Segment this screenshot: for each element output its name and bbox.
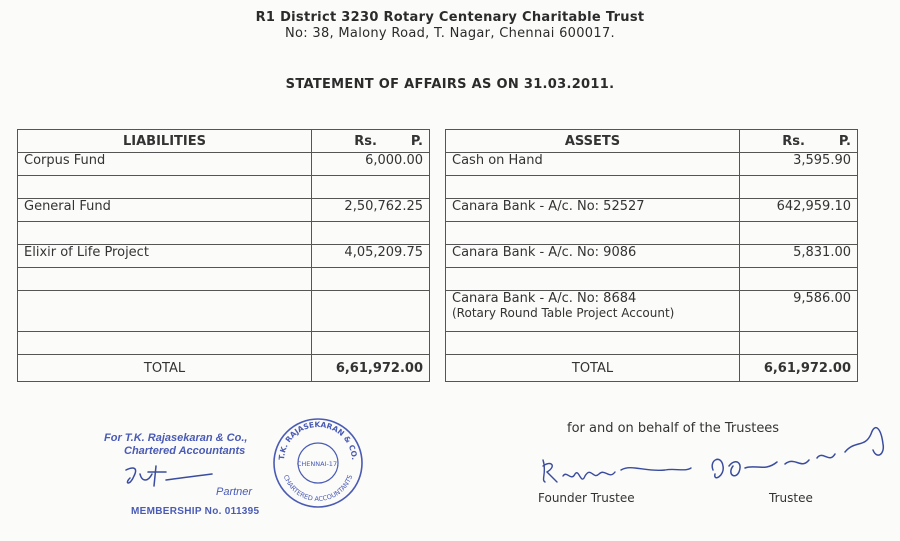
asset-label: Canara Bank - A/c. No: 9086: [446, 245, 740, 268]
liability-amount: 4,05,209.75: [312, 245, 430, 268]
svg-text:T.K. RAJASEKARAN & CO.: T.K. RAJASEKARAN & CO.: [276, 419, 360, 461]
auditor-firm-name: For T.K. Rajasekaran & Co.,: [104, 432, 248, 444]
spacer-row: [446, 332, 858, 355]
liabilities-table: [17, 129, 430, 382]
asset-label: Canara Bank - A/c. No: 52527: [446, 199, 740, 222]
table-row: [446, 291, 858, 332]
behalf-of-trustees-text: for and on behalf of the Trustees: [567, 421, 780, 436]
liabilities-total-amount: 6,61,972.00: [312, 355, 430, 382]
assets-heading: ASSETS: [446, 130, 740, 153]
auditor-block: [104, 432, 247, 458]
asset-amount: 9,586.00: [740, 291, 858, 332]
table-row: [18, 153, 430, 176]
liability-amount: 2,50,762.25: [312, 199, 430, 222]
table-row: [446, 245, 858, 268]
svg-text:CHENNAI-17.: CHENNAI-17.: [296, 460, 340, 468]
spacer-row: [446, 176, 858, 199]
founder-trustee-signature: [535, 452, 695, 488]
spacer-row: [18, 222, 430, 245]
assets-total-amount: 6,61,972.00: [740, 355, 858, 382]
asset-label: Canara Bank - A/c. No: 8684: [452, 291, 637, 306]
assets-total-label: TOTAL: [446, 355, 740, 382]
table-row: [446, 199, 858, 222]
liabilities-heading: LIABILITIES: [18, 130, 312, 153]
trustee-signature: [705, 410, 895, 492]
assets-rs-p-heading: Rs. P.: [740, 130, 858, 153]
organization-name: R1 District 3230 Rotary Centenary Charitable Trust: [255, 10, 645, 25]
assets-header-row: [446, 130, 858, 153]
asset-note: (Rotary Round Table Project Account): [452, 306, 675, 320]
spacer-row: [446, 222, 858, 245]
company-seal: [270, 405, 366, 515]
liabilities-total-row: [18, 355, 430, 382]
organization-address: No: 38, Malony Road, T. Nagar, Chennai 600017.: [285, 26, 615, 41]
asset-amount: 642,959.10: [740, 199, 858, 222]
asset-amount: 3,595.90: [740, 153, 858, 176]
table-row: [18, 245, 430, 268]
liabilities-total-label: TOTAL: [18, 355, 312, 382]
liability-amount: 6,000.00: [312, 153, 430, 176]
liability-label: Elixir of Life Project: [18, 245, 312, 268]
liability-label: Corpus Fund: [18, 153, 312, 176]
table-row: [446, 153, 858, 176]
partner-label: Partner: [216, 486, 253, 498]
asset-label-cell: [446, 291, 740, 332]
asset-amount: 5,831.00: [740, 245, 858, 268]
auditor-designation: Chartered Accountants: [124, 445, 246, 457]
statement-title: STATEMENT OF AFFAIRS AS ON 31.03.2011.: [285, 77, 615, 92]
liabilities-header-row: [18, 130, 430, 153]
assets-total-row: [446, 355, 858, 382]
spacer-row: [446, 268, 858, 291]
membership-number: MEMBERSHIP No. 011395: [131, 506, 260, 517]
founder-trustee-label: Founder Trustee: [538, 491, 635, 505]
assets-table: [445, 129, 858, 382]
table-row: [18, 199, 430, 222]
spacer-row: [18, 291, 430, 332]
spacer-row: [18, 176, 430, 199]
asset-label: Cash on Hand: [446, 153, 740, 176]
spacer-row: [18, 268, 430, 291]
trustee-label: Trustee: [769, 491, 813, 505]
liability-label: General Fund: [18, 199, 312, 222]
svg-text:CHARTERED ACCOUNTANTS: CHARTERED ACCOUNTANTS: [281, 473, 355, 504]
auditor-signature: [120, 462, 215, 492]
spacer-row: [18, 332, 430, 355]
liabilities-rs-p-heading: Rs. P.: [312, 130, 430, 153]
